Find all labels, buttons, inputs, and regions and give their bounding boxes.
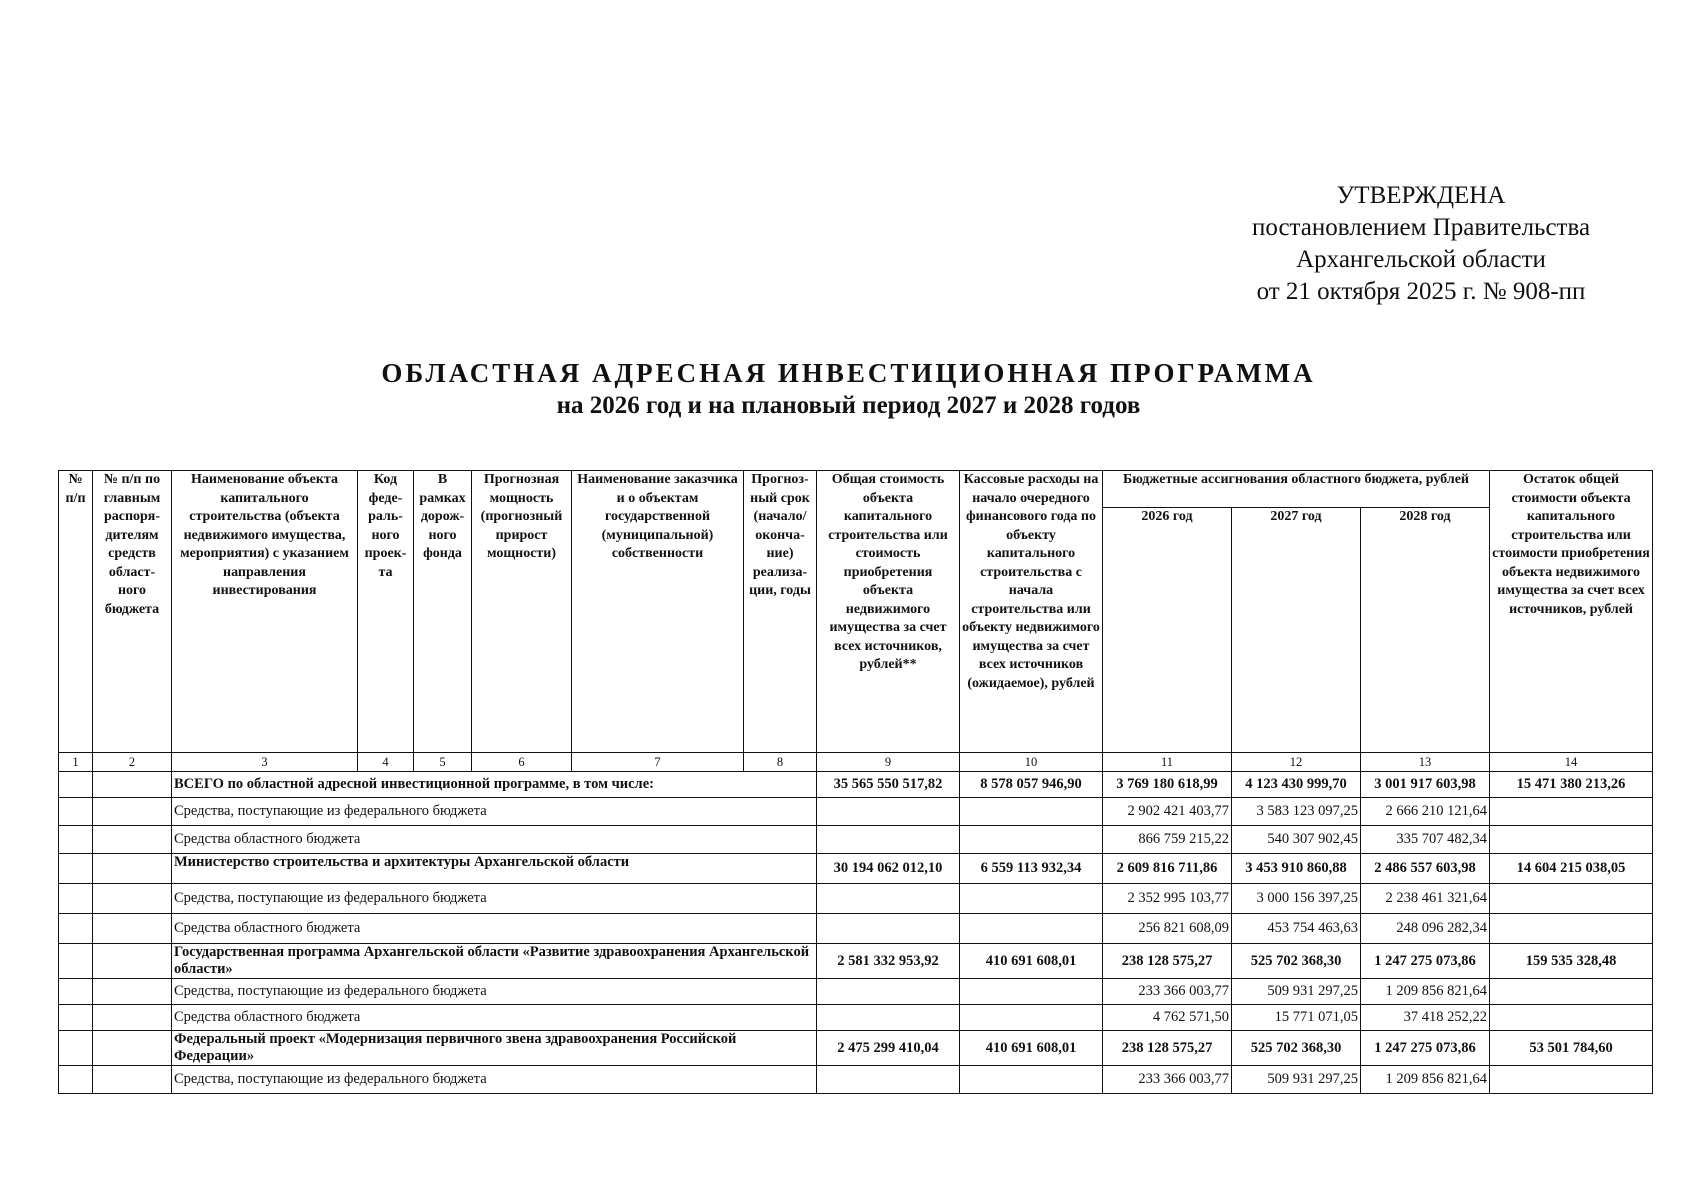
cell-remaining: 15 471 380 213,26	[1490, 772, 1653, 798]
table-row	[59, 944, 1653, 979]
cell-2028: 1 209 856 821,64	[1361, 979, 1490, 1005]
approval-stamp	[1211, 180, 1631, 308]
column-number: 6	[472, 753, 572, 772]
cell-2027: 453 754 463,63	[1232, 914, 1361, 944]
column-number: 7	[572, 753, 744, 772]
cell-2026: 233 366 003,77	[1103, 979, 1232, 1005]
cell-2027: 3 453 910 860,88	[1232, 854, 1361, 884]
cell-2028: 2 486 557 603,98	[1361, 854, 1490, 884]
header-row-number: № п/п	[59, 471, 93, 753]
column-number: 2	[93, 753, 172, 772]
table-row	[59, 826, 1653, 854]
cell-total-cost: 30 194 062 012,10	[817, 854, 960, 884]
approval-line-2: постановлением Правительства	[1251, 214, 1591, 241]
header-total-cost: Общая стоимость объекта капитального строительства или стоимость приобретения объекта недвижимого имущества за счет всех источников, рублей**	[817, 471, 960, 753]
cell-total-cost: 2 581 332 953,92	[817, 944, 960, 979]
header-capacity: Прогнозная мощность (прогнозный прирост мощности)	[472, 471, 572, 753]
cell-2028: 335 707 482,34	[1361, 826, 1490, 854]
cell-2028: 2 666 210 121,64	[1361, 798, 1490, 826]
row-name: Средства областного бюджета	[172, 826, 817, 854]
cell-2027: 525 702 368,30	[1232, 1031, 1361, 1066]
row-name: Средства, поступающие из федерального бюджета	[172, 798, 817, 826]
header-year-2027: 2027 год	[1232, 508, 1361, 753]
cell-cash-expenses: 410 691 608,01	[960, 1031, 1103, 1066]
table-row	[59, 884, 1653, 914]
row-name: Средства, поступающие из федерального бюджета	[172, 1066, 817, 1094]
header-object-name: Наименование объекта капитального строительства (объекта недвижимого имущества, мероприятия) с указанием направления инвестирования	[172, 471, 358, 753]
cell-2028: 2 238 461 321,64	[1361, 884, 1490, 914]
row-name: Федеральный проект «Модернизация первичного звена здравоохранения Российской Федерации»	[172, 1031, 817, 1066]
document-title	[0, 356, 1697, 422]
column-number: 10	[960, 753, 1103, 772]
cell-2027: 3 583 123 097,25	[1232, 798, 1361, 826]
cell-2027: 525 702 368,30	[1232, 944, 1361, 979]
cell-2026: 866 759 215,22	[1103, 826, 1232, 854]
header-budget-group: Бюджетные ассигнования областного бюджета, рублей	[1103, 471, 1490, 508]
cell-2028: 37 418 252,22	[1361, 1005, 1490, 1031]
cell-2027: 509 931 297,25	[1232, 1066, 1361, 1094]
cell-2027: 3 000 156 397,25	[1232, 884, 1361, 914]
cell-total-cost: 2 475 299 410,04	[817, 1031, 960, 1066]
cell-2026: 233 366 003,77	[1103, 1066, 1232, 1094]
table-row	[59, 854, 1653, 884]
approval-line-3: Архангельской области	[1296, 246, 1546, 273]
table-header-row	[59, 471, 1653, 508]
header-customer: Наименование заказчика и о объектам государственной (муниципальной) собственности	[572, 471, 744, 753]
table-row	[59, 1005, 1653, 1031]
row-name: Средства областного бюджета	[172, 1005, 817, 1031]
cell-cash-expenses: 410 691 608,01	[960, 944, 1103, 979]
header-year-2028: 2028 год	[1361, 508, 1490, 753]
column-number: 12	[1232, 753, 1361, 772]
cell-2027: 509 931 297,25	[1232, 979, 1361, 1005]
cell-2028: 1 247 275 073,86	[1361, 944, 1490, 979]
cell-2027: 540 307 902,45	[1232, 826, 1361, 854]
cell-2026: 2 609 816 711,86	[1103, 854, 1232, 884]
column-number: 3	[172, 753, 358, 772]
column-number: 1	[59, 753, 93, 772]
cell-remaining: 159 535 328,48	[1490, 944, 1653, 979]
cell-2027: 15 771 071,05	[1232, 1005, 1361, 1031]
row-name: Министерство строительства и архитектуры Архангельской области	[172, 854, 817, 884]
column-numbers-row	[59, 753, 1653, 772]
table-row	[59, 798, 1653, 826]
cell-2026: 238 128 575,27	[1103, 944, 1232, 979]
cell-2026: 256 821 608,09	[1103, 914, 1232, 944]
cell-2028: 1 247 275 073,86	[1361, 1031, 1490, 1066]
header-manager-number: № п/п по главным распоря-дителям средств област-ного бюджета	[93, 471, 172, 753]
title-line-2: на 2026 год и на плановый период 2027 и 2028 годов	[556, 392, 1141, 419]
row-name: Государственная программа Архангельской области «Развитие здравоохранения Архангельской области»	[172, 944, 817, 979]
header-term: Прогноз-ный срок (начало/ оконча-ние) реализа-ции, годы	[744, 471, 817, 753]
cell-remaining: 53 501 784,60	[1490, 1031, 1653, 1066]
cell-cash-expenses: 8 578 057 946,90	[960, 772, 1103, 798]
header-cash-expenses: Кассовые расходы на начало очередного финансового года по объекту капитального строительства с начала строительства или объекту недвижимого имущества за счет всех источников (ожидаемое), рублей	[960, 471, 1103, 753]
column-number: 4	[358, 753, 414, 772]
title-line-1: ОБЛАСТНАЯ АДРЕСНАЯ ИНВЕСТИЦИОННАЯ ПРОГРАММА	[381, 358, 1316, 388]
cell-remaining: 14 604 215 038,05	[1490, 854, 1653, 884]
column-number: 11	[1103, 753, 1232, 772]
header-remaining-cost: Остаток общей стоимости объекта капитального строительства или стоимости приобретения объекта недвижимого имущества за счет всех источников, рублей	[1490, 471, 1653, 753]
cell-2026: 4 762 571,50	[1103, 1005, 1232, 1031]
cell-2026: 2 352 995 103,77	[1103, 884, 1232, 914]
cell-cash-expenses: 6 559 113 932,34	[960, 854, 1103, 884]
header-federal-project-code: Код феде-раль-ного проек-та	[358, 471, 414, 753]
row-name: ВСЕГО по областной адресной инвестиционной программе, в том числе:	[172, 772, 817, 798]
table-row	[59, 1031, 1653, 1066]
column-number: 5	[414, 753, 472, 772]
table-row	[59, 914, 1653, 944]
table-row	[59, 772, 1653, 798]
row-name: Средства, поступающие из федерального бюджета	[172, 979, 817, 1005]
header-year-2026: 2026 год	[1103, 508, 1232, 753]
approval-line-1: УТВЕРЖДЕНА	[1336, 182, 1506, 209]
row-name: Средства областного бюджета	[172, 914, 817, 944]
cell-2028: 1 209 856 821,64	[1361, 1066, 1490, 1094]
column-number: 13	[1361, 753, 1490, 772]
cell-2026: 2 902 421 403,77	[1103, 798, 1232, 826]
cell-2026: 3 769 180 618,99	[1103, 772, 1232, 798]
cell-2026: 238 128 575,27	[1103, 1031, 1232, 1066]
table-row	[59, 979, 1653, 1005]
cell-2028: 3 001 917 603,98	[1361, 772, 1490, 798]
column-number: 9	[817, 753, 960, 772]
cell-2027: 4 123 430 999,70	[1232, 772, 1361, 798]
investment-program-table	[58, 470, 1653, 1094]
table-row	[59, 1066, 1653, 1094]
header-road-fund: В рамках дорож-ного фонда	[414, 471, 472, 753]
column-number: 14	[1490, 753, 1653, 772]
cell-total-cost: 35 565 550 517,82	[817, 772, 960, 798]
approval-line-4: от 21 октября 2025 г. № 908-пп	[1256, 278, 1586, 305]
cell-2028: 248 096 282,34	[1361, 914, 1490, 944]
column-number: 8	[744, 753, 817, 772]
row-name: Средства, поступающие из федерального бюджета	[172, 884, 817, 914]
